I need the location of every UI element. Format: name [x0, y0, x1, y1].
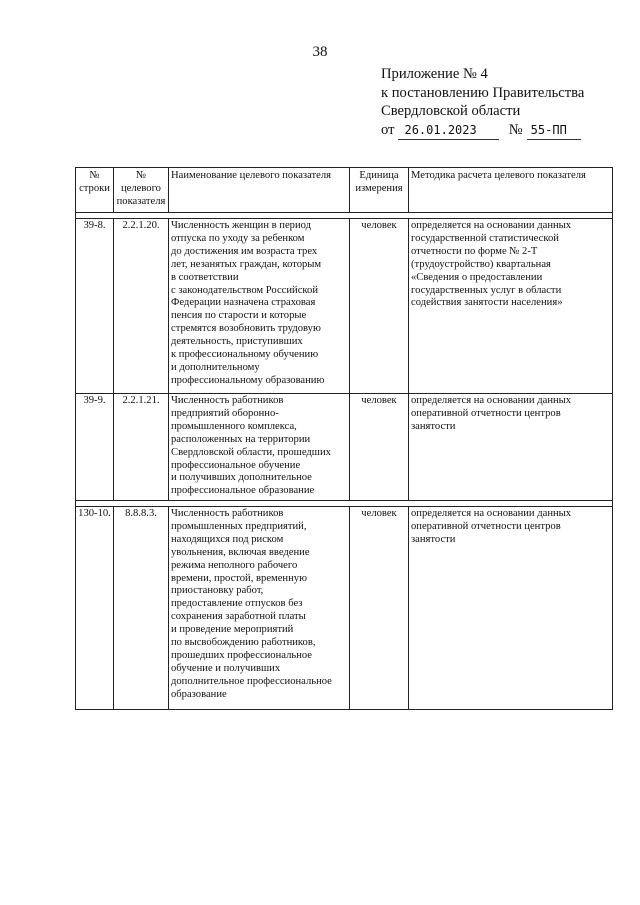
indicators-table [75, 167, 613, 710]
indicator-number: 8.8.8.3. [114, 507, 169, 710]
header-unit: Единица измерения [350, 168, 409, 213]
page-number: 38 [312, 44, 328, 60]
number-prefix: № [508, 121, 523, 138]
header-row-number: № строки [76, 168, 114, 213]
unit: человек [350, 394, 409, 501]
resolution-number: 55-ПП [527, 121, 581, 141]
annex-line-2: к постановлению Правительства [381, 84, 585, 101]
table-row [76, 219, 613, 394]
indicator-number: 2.2.1.21. [114, 394, 169, 501]
method: определяется на основании данных оперативной отчетности центров занятости [409, 394, 613, 501]
header-indicator-number: № целевого показателя [114, 168, 169, 213]
header-method: Методика расчета целевого показателя [409, 168, 613, 213]
row-number: 39-9. [76, 394, 114, 501]
table-row [76, 507, 613, 710]
row-number: 39-8. [76, 219, 114, 394]
indicator-number: 2.2.1.20. [114, 219, 169, 394]
header-indicator-name: Наименование целевого показателя [169, 168, 350, 213]
annex-title: Приложение № 4 [381, 66, 488, 82]
method: определяется на основании данных государственной статистической отчетности по форме № 2-Т (трудоустройство) квартальная «Сведения о предоставлении государственных услуг в области содействия занятости населения» [409, 219, 613, 394]
annex-date-line [381, 121, 584, 141]
unit: человек [350, 507, 409, 710]
table-row [76, 394, 613, 501]
row-number: 130-10. [76, 507, 114, 710]
indicator-name: Численность женщин в период отпуска по уходу за ребенком до достижения им возраста трех лет, незанятых граждан, которым в соответствии с законодательством Российской Федерации назначена страховая пенсия по старости и которые стремятся возобновить трудовую деятельность, приступивших к профессиональному обучению и дополнительному профессиональному образованию [169, 219, 350, 394]
indicator-name: Численность работников предприятий оборонно- промышленного комплекса, расположенных на территории Свердловской области, прошедших профессиональное обучение и получивших дополнительное профессиональное образование [169, 394, 350, 501]
annex-line-3: Свердловской области [381, 103, 521, 119]
annex-header [381, 65, 584, 140]
unit: человек [350, 219, 409, 394]
date-prefix: от [381, 121, 395, 138]
method: определяется на основании данных оперативной отчетности центров занятости [409, 507, 613, 710]
resolution-date: 26.01.2023 [398, 121, 498, 141]
table-header-row [76, 168, 613, 213]
indicator-name: Численность работников промышленных предприятий, находящихся под риском увольнения, включая введение режима неполного рабочего времени, простой, временную приостановку работ, предоставление отпусков без сохранения заработной платы и проведение мероприятий по высвобождению работников, прошедших профессиональное обучение и получивших дополнительное профессиональное образование [169, 507, 350, 710]
